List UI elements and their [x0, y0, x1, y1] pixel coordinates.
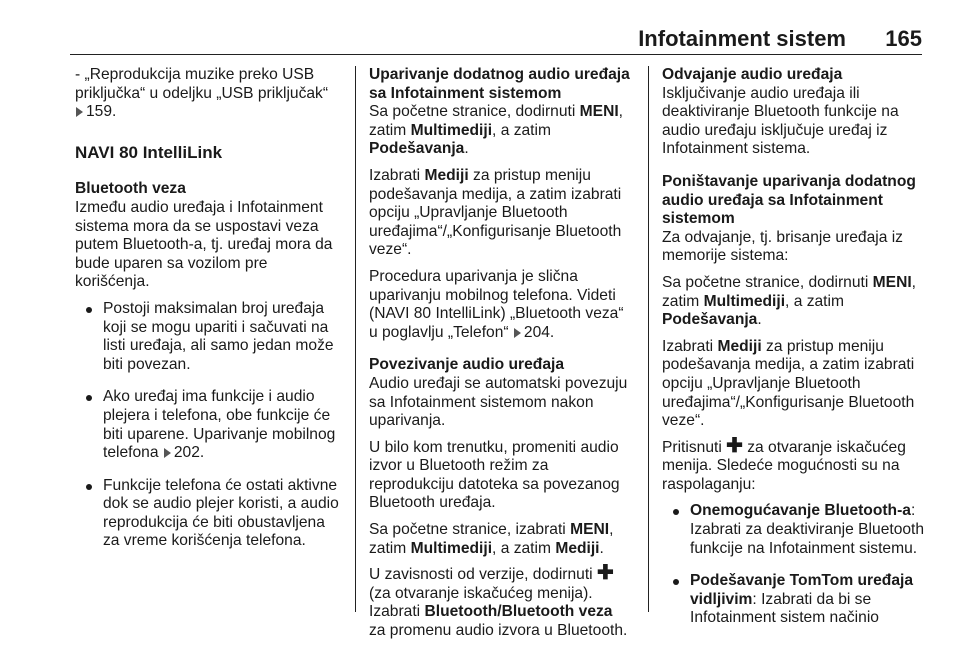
bluetooth-paragraph: Između audio uređaja i Infotainment sistema mora da se uspostavi veza putem Bluetooth-a, tj. uređaj mora da bude uparen sa vozilom pre korišćenja.: [75, 198, 333, 291]
list-item: Ako uređaj ima funkcije i audio plejera i telefona, obe funkcije će biti uparene. Uparivanje mobilnog telefona 202.: [75, 388, 343, 462]
bullet-list: [662, 502, 928, 628]
paragraph: Izabrati Mediji za pristup meniju podešavanja medija, a zatim izabrati opciju „Upravljanje Bluetooth uređajima“/„Konfigurisanje Bluetooth veze“.: [662, 337, 915, 430]
bullet-icon: [86, 307, 92, 313]
paragraph: U bilo kom trenutku, promeniti audio izvor u Bluetooth režim za reprodukciju datoteka sa povezanog Bluetooth uređaja.: [369, 438, 620, 512]
paragraph: Audio uređaji se automatski povezuju sa Infotainment sistemom nakon uparivanja.: [369, 374, 628, 430]
header-title: Infotainment sistem: [638, 26, 846, 51]
arrow-right-icon: [164, 448, 171, 458]
bullet-icon: [86, 484, 92, 490]
section-title: NAVI 80 IntelliLink: [75, 142, 223, 162]
subheading-unpairing: Poništavanje uparivanja dodatnog audio uređaja sa Infotainment sistemom: [662, 172, 916, 228]
paragraph: Izabrati Mediji za pristup meniju podešavanja medija, a zatim izabrati opciju „Upravljanje Bluetooth uređajima“/„Konfigurisanje Bluetooth veze“.: [369, 166, 622, 259]
paragraph: Sa početne stranice, dodirnuti MENI, zatim Multimediji, a zatim Podešavanja.: [369, 103, 623, 158]
arrow-right-icon: [76, 107, 83, 117]
subheading-bluetooth: Bluetooth veza: [75, 180, 186, 198]
subheading-connecting: Povezivanje audio uređaja: [369, 356, 564, 374]
bullet-icon: [673, 509, 679, 515]
list-item: Onemogućavanje Bluetooth-a: Izabrati za deaktiviranje Bluetooth funkcije na Infotainment sistemu.: [662, 502, 928, 558]
paragraph: Isključivanje audio uređaja ili deaktiviranje Bluetooth funkcije na audio uređaju isključuje uređaj iz Infotainment sistema.: [662, 84, 899, 158]
plus-icon: ✚: [726, 434, 743, 457]
paragraph: Sa početne stranice, izabrati MENI, zatim Multimediji, a zatim Mediji.: [369, 521, 614, 557]
intro-paragraph: - „Reprodukcija muzike preko USB priključka“ u odeljku „USB priključak“ 159.: [75, 66, 329, 121]
column-3: [662, 66, 928, 642]
list-item: Postoji maksimalan broj uređaja koji se mogu upariti i sačuvati na listi uređaja, ali samo jedan može biti povezan.: [75, 300, 343, 374]
bullet-icon: [86, 395, 92, 401]
column-divider: [355, 66, 356, 612]
paragraph: Za odvajanje, tj. brisanje uređaja iz memorije sistema:: [662, 228, 903, 265]
page-number: 165: [885, 26, 922, 51]
column-1: [75, 66, 343, 565]
page-header: [70, 24, 922, 55]
subheading-pairing: Uparivanje dodatnog audio uređaja sa Infotainment sistemom: [369, 66, 630, 102]
paragraph: Pritisnuti ✚ za otvaranje iskačućeg menija. Sledeće mogućnosti su na raspolaganju:: [662, 434, 906, 493]
column-divider: [648, 66, 649, 612]
bullet-icon: [673, 579, 679, 585]
list-item: Podešavanje TomTom uređaja vidljivim: Izabrati da bi se Infotainment sistem načinio: [662, 572, 928, 628]
column-2: [369, 66, 633, 649]
paragraph: Sa početne stranice, dodirnuti MENI, zatim Multimediji, a zatim Podešavanja.: [662, 273, 916, 329]
arrow-right-icon: [514, 328, 521, 338]
subheading-disconnecting: Odvajanje audio uređaja: [662, 66, 843, 83]
plus-icon: ✚: [596, 562, 614, 585]
paragraph: Procedura uparivanja je slična uparivanju mobilnog telefona. Videti (NAVI 80 IntelliLink) „Bluetooth veza“ u poglavlju „Telefon“ 204.: [369, 267, 624, 341]
bullet-list: [75, 300, 343, 551]
list-item: Funkcije telefona će ostati aktivne dok se audio plejer koristi, a audio reprodukcija će biti obustavljena za vreme korišćenja telefona.: [75, 477, 343, 551]
paragraph: U zavisnosti od verzije, dodirnuti ✚ (za otvaranje iskačućeg menija). Izabrati Bluetooth/Bluetooth veza za promenu audio izvora u Bluetooth.: [369, 562, 628, 640]
